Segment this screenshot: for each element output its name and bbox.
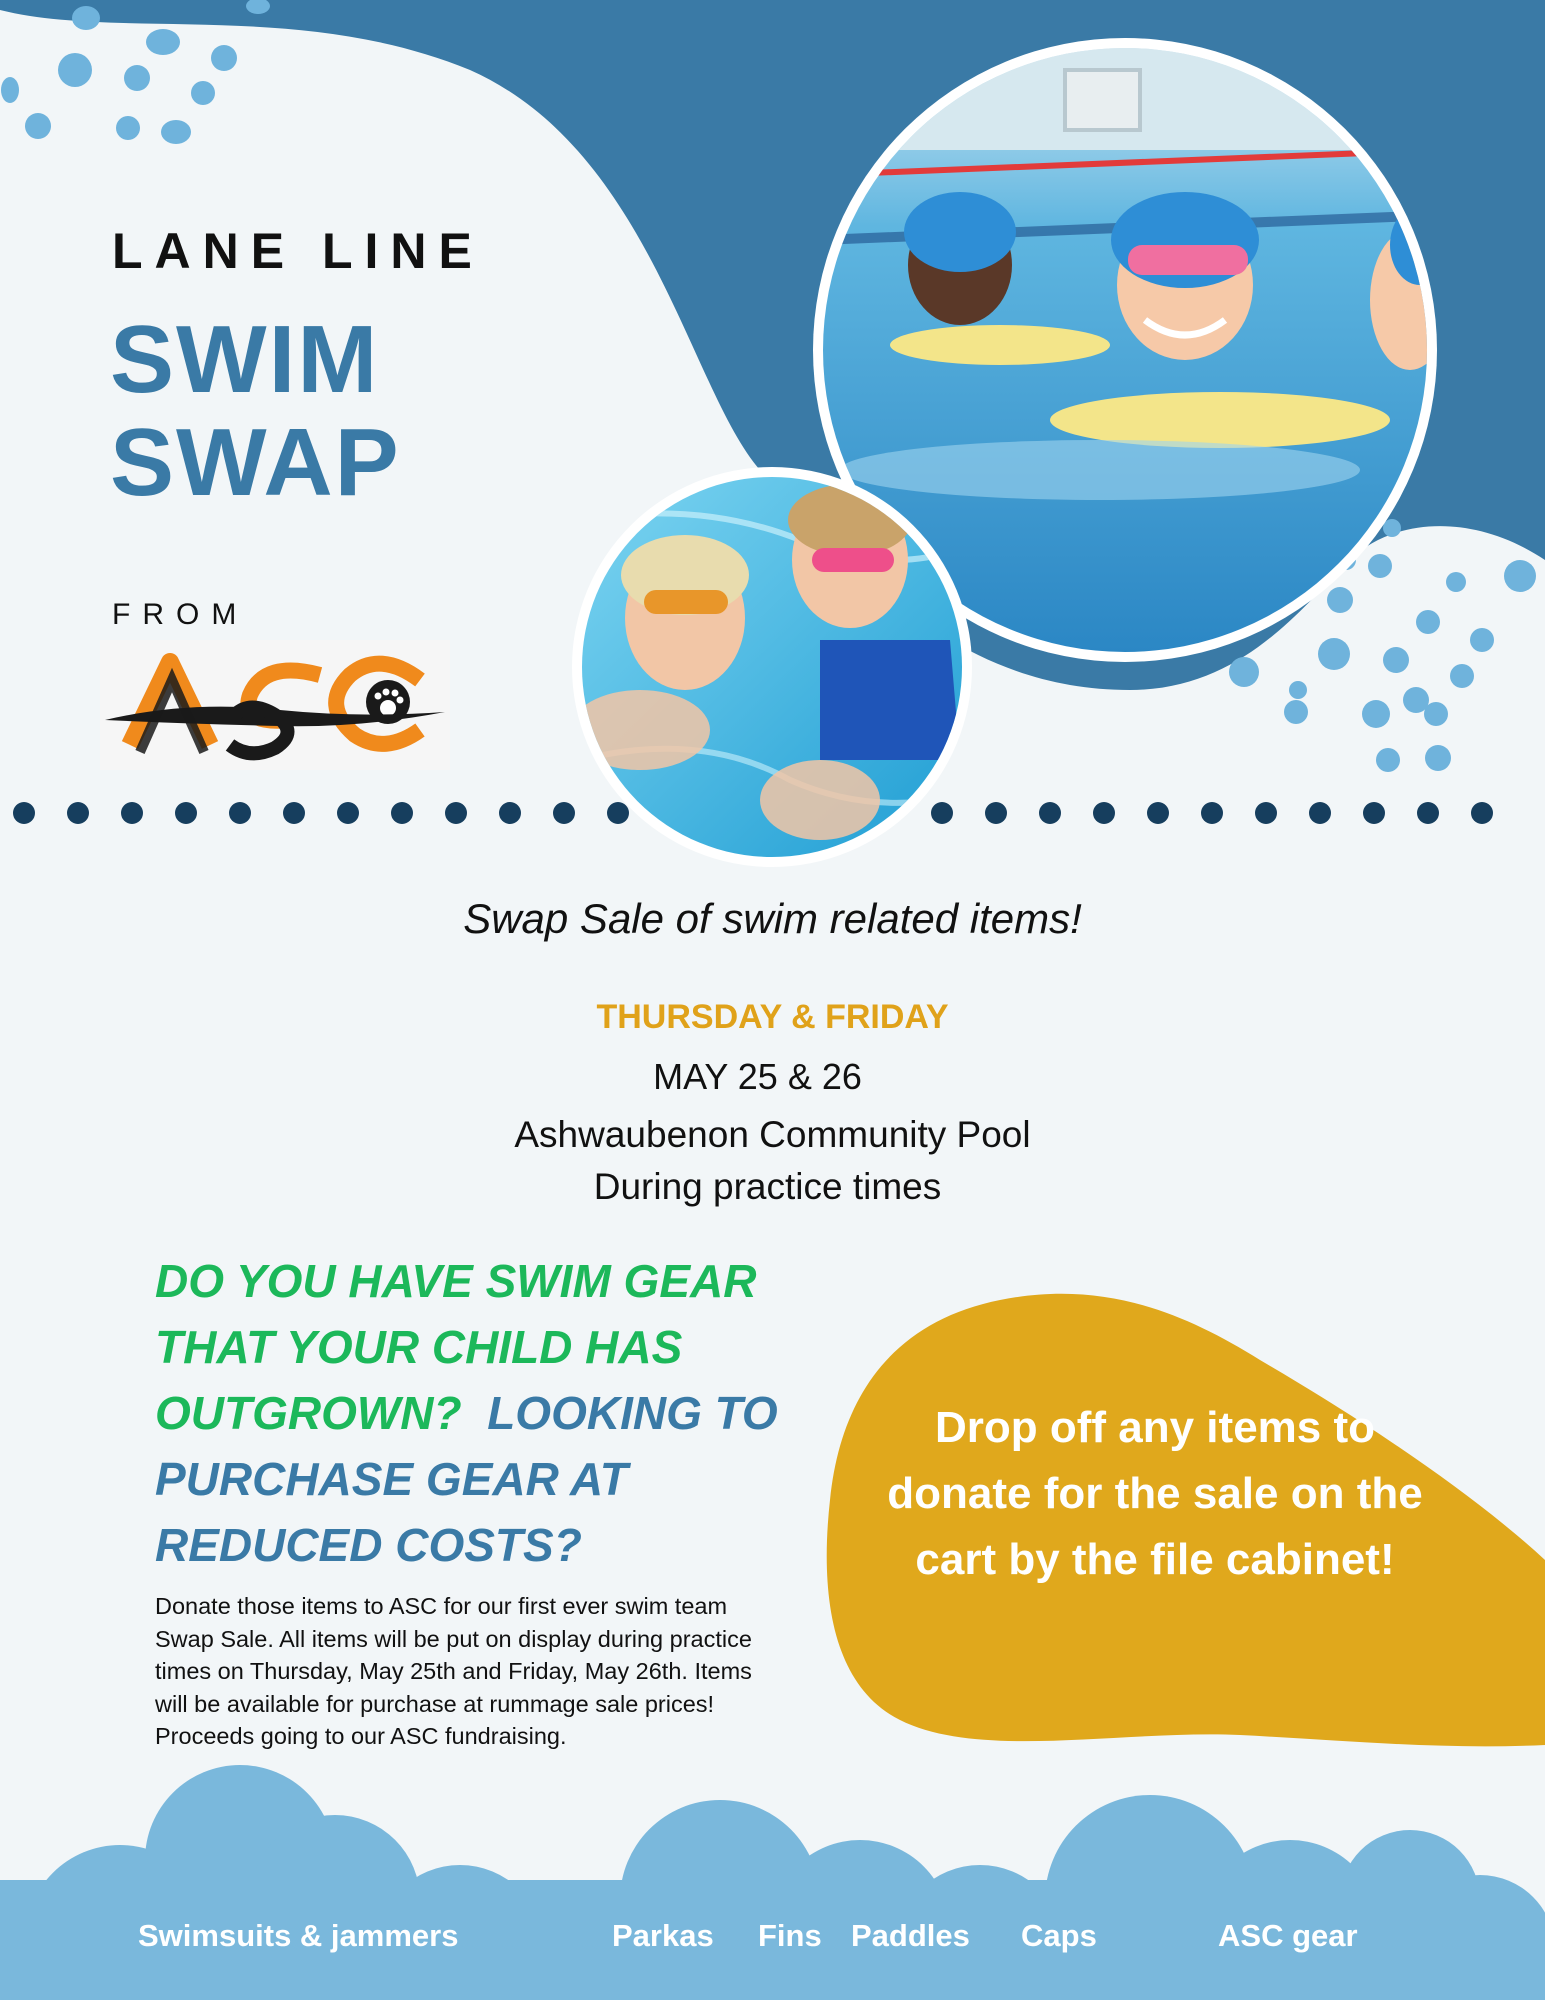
drop-off-message: Drop off any items to donate for the sale on the cart by the file cabinet!: [887, 1403, 1423, 1584]
footer-item-paddles: Paddles: [851, 1918, 970, 1953]
event-times: During practice times: [593, 1166, 942, 1207]
separator-dot: [1471, 802, 1493, 824]
event-dates: MAY 25 & 26: [653, 1056, 862, 1097]
separator-dot: [445, 802, 467, 824]
question-line-3a: OUTGROWN?: [155, 1387, 462, 1439]
question-line-3: [155, 1387, 778, 1439]
separator-dot: [1093, 802, 1115, 824]
event-location: Ashwaubenon Community Pool: [514, 1114, 1031, 1155]
separator-dot: [499, 802, 521, 824]
separator-dot: [1039, 802, 1061, 824]
separator-dot: [931, 802, 953, 824]
separator-dot: [229, 802, 251, 824]
footer-item-parkas: Parkas: [612, 1918, 714, 1953]
separator-dot: [985, 802, 1007, 824]
separator-dot: [1147, 802, 1169, 824]
separator-dot: [121, 802, 143, 824]
footer-item-asc-gear: ASC gear: [1218, 1918, 1358, 1953]
question-line-3b: LOOKING TO: [487, 1387, 778, 1439]
separator-dot: [1363, 802, 1385, 824]
separator-dot: [553, 802, 575, 824]
event-days: THURSDAY & FRIDAY: [596, 998, 949, 1036]
question-line-1: DO YOU HAVE SWIM GEAR: [155, 1255, 757, 1307]
separator-dot: [337, 802, 359, 824]
separator-dot: [1201, 802, 1223, 824]
question-line-5: REDUCED COSTS?: [155, 1519, 582, 1571]
separator-dot: [1417, 802, 1439, 824]
separator-dot: [1309, 802, 1331, 824]
title-swim: SWIM: [110, 306, 380, 413]
description-paragraph: Donate those items to ASC for our first ever swim team Swap Sale. All items will be put on display during practice times on Thursday, May 25th and Friday, May 26th. Items will be available for purchase at rummage sale prices! Proceeds going to our ASC fundraising.: [155, 1593, 752, 1749]
separator-dot: [391, 802, 413, 824]
header-kicker: LANE LINE: [112, 223, 484, 279]
question-line-2: THAT YOUR CHILD HAS: [155, 1321, 683, 1373]
separator-dot: [283, 802, 305, 824]
asc-logo: [100, 640, 450, 770]
separator-dot: [13, 802, 35, 824]
separator-dot: [1255, 802, 1277, 824]
tagline: Swap Sale of swim related items!: [463, 895, 1082, 942]
separator-dot: [607, 802, 629, 824]
bottom-cloud-band: [0, 1765, 1545, 2000]
separator-dot: [175, 802, 197, 824]
from-label: FROM: [112, 598, 249, 631]
footer-item-caps: Caps: [1021, 1918, 1097, 1953]
question-line-4: PURCHASE GEAR AT: [155, 1453, 628, 1505]
footer-item-swimsuits: Swimsuits & jammers: [138, 1918, 459, 1953]
title-swap: SWAP: [110, 409, 401, 516]
separator-dot: [67, 802, 89, 824]
footer-item-fins: Fins: [758, 1918, 822, 1953]
